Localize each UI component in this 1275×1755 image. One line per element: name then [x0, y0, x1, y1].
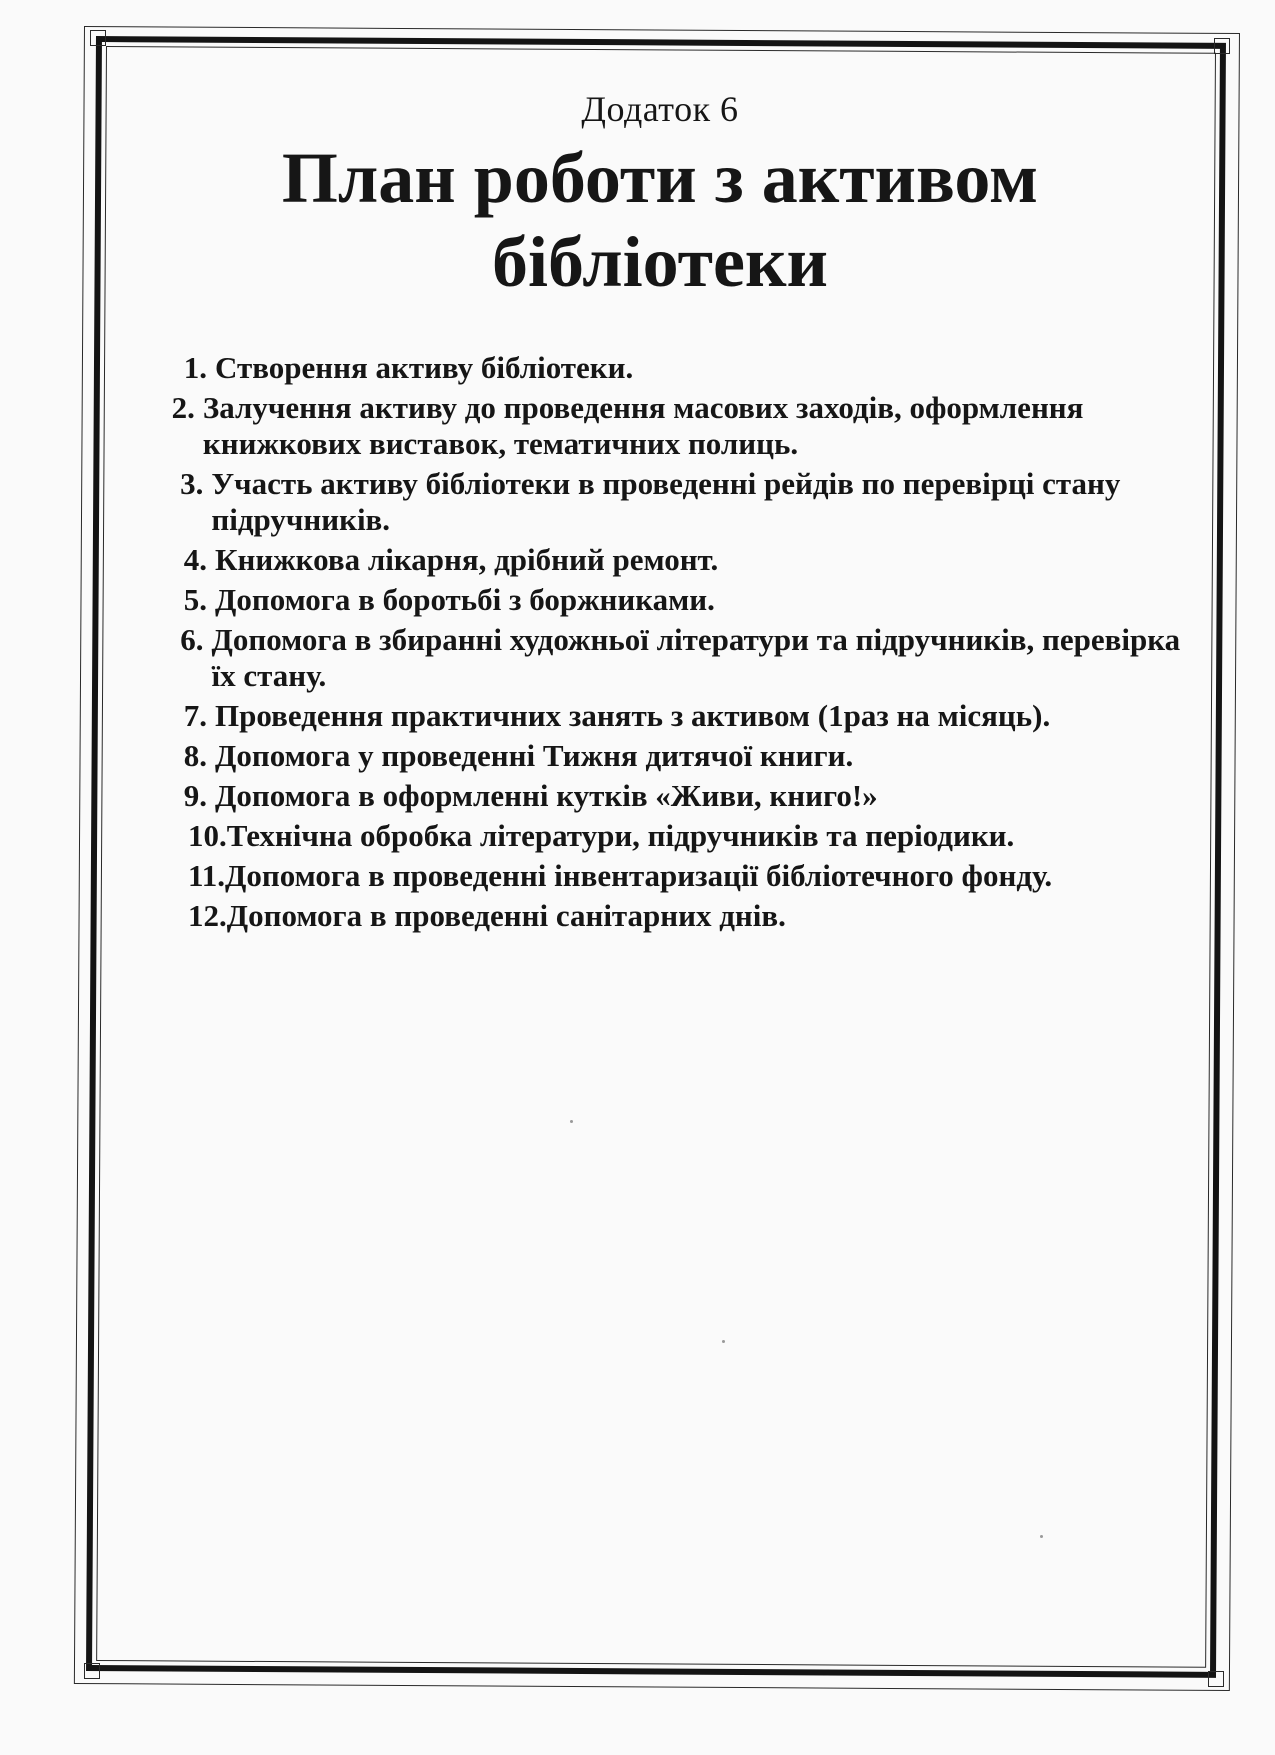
- item-number: 10.: [188, 818, 227, 853]
- list-item: [120, 466, 1200, 538]
- item-number: 8.: [183, 738, 207, 773]
- list-item: [120, 778, 1200, 814]
- title-line-2: бібліотеки: [492, 222, 828, 302]
- scan-speck: [722, 1340, 725, 1343]
- page-title: [120, 136, 1200, 304]
- item-text: Створення активу бібліотеки.: [215, 350, 634, 385]
- appendix-label: Додаток 6: [581, 89, 739, 129]
- list-item: [120, 858, 1200, 894]
- item-number: 3.: [180, 466, 204, 501]
- item-text: Допомога в оформленні кутків «Живи, книго!»: [215, 778, 878, 813]
- item-text: Участь активу бібліотеки в проведенні рейдів по перевірці стану підручників.: [211, 466, 1121, 537]
- plan-list: [120, 350, 1200, 934]
- list-item: [120, 698, 1200, 734]
- item-text: Допомога в проведенні інвентаризації бібліотечного фонду.: [225, 858, 1053, 893]
- list-item: [120, 622, 1200, 694]
- item-text: Допомога в збиранні художньої літератури та підручників, перевірка їх стану.: [211, 622, 1181, 693]
- list-item: [120, 738, 1200, 774]
- item-number: 11.: [188, 858, 226, 893]
- frame-corner-bottom-right: [1208, 1671, 1224, 1687]
- list-item: [120, 390, 1200, 462]
- item-number: 9.: [183, 778, 207, 813]
- item-number: 6.: [180, 622, 204, 657]
- item-number: 2.: [171, 390, 195, 425]
- list-item: [120, 818, 1200, 854]
- document-content: [120, 80, 1200, 938]
- item-text: Технічна обробка літератури, підручників та періодики.: [226, 818, 1015, 853]
- item-text: Допомога в боротьбі з боржниками.: [215, 582, 715, 617]
- item-text: Залучення активу до проведення масових заходів, оформлення книжкових виставок, тематичних полиць.: [202, 390, 1084, 461]
- item-number: 1.: [183, 350, 207, 385]
- item-text: Проведення практичних занять з активом (1раз на місяць).: [215, 698, 1051, 733]
- frame-corner-top-left: [90, 30, 106, 46]
- frame-corner-top-right: [1214, 38, 1230, 54]
- item-number: 12.: [188, 898, 227, 933]
- item-text: Книжкова лікарня, дрібний ремонт.: [215, 542, 719, 577]
- scan-speck: [570, 1120, 573, 1123]
- frame-corner-bottom-left: [84, 1663, 100, 1679]
- item-number: 5.: [183, 582, 207, 617]
- item-number: 4.: [183, 542, 207, 577]
- list-item: [120, 898, 1200, 934]
- list-item: [120, 582, 1200, 618]
- item-text: Допомога в проведенні санітарних днів.: [226, 898, 786, 933]
- item-number: 7.: [183, 698, 207, 733]
- list-item: [120, 350, 1200, 386]
- item-text: Допомога у проведенні Тижня дитячої книги.: [215, 738, 854, 773]
- title-line-1: План роботи з активом: [281, 138, 1039, 218]
- list-item: [120, 542, 1200, 578]
- scan-speck: [1040, 1535, 1043, 1538]
